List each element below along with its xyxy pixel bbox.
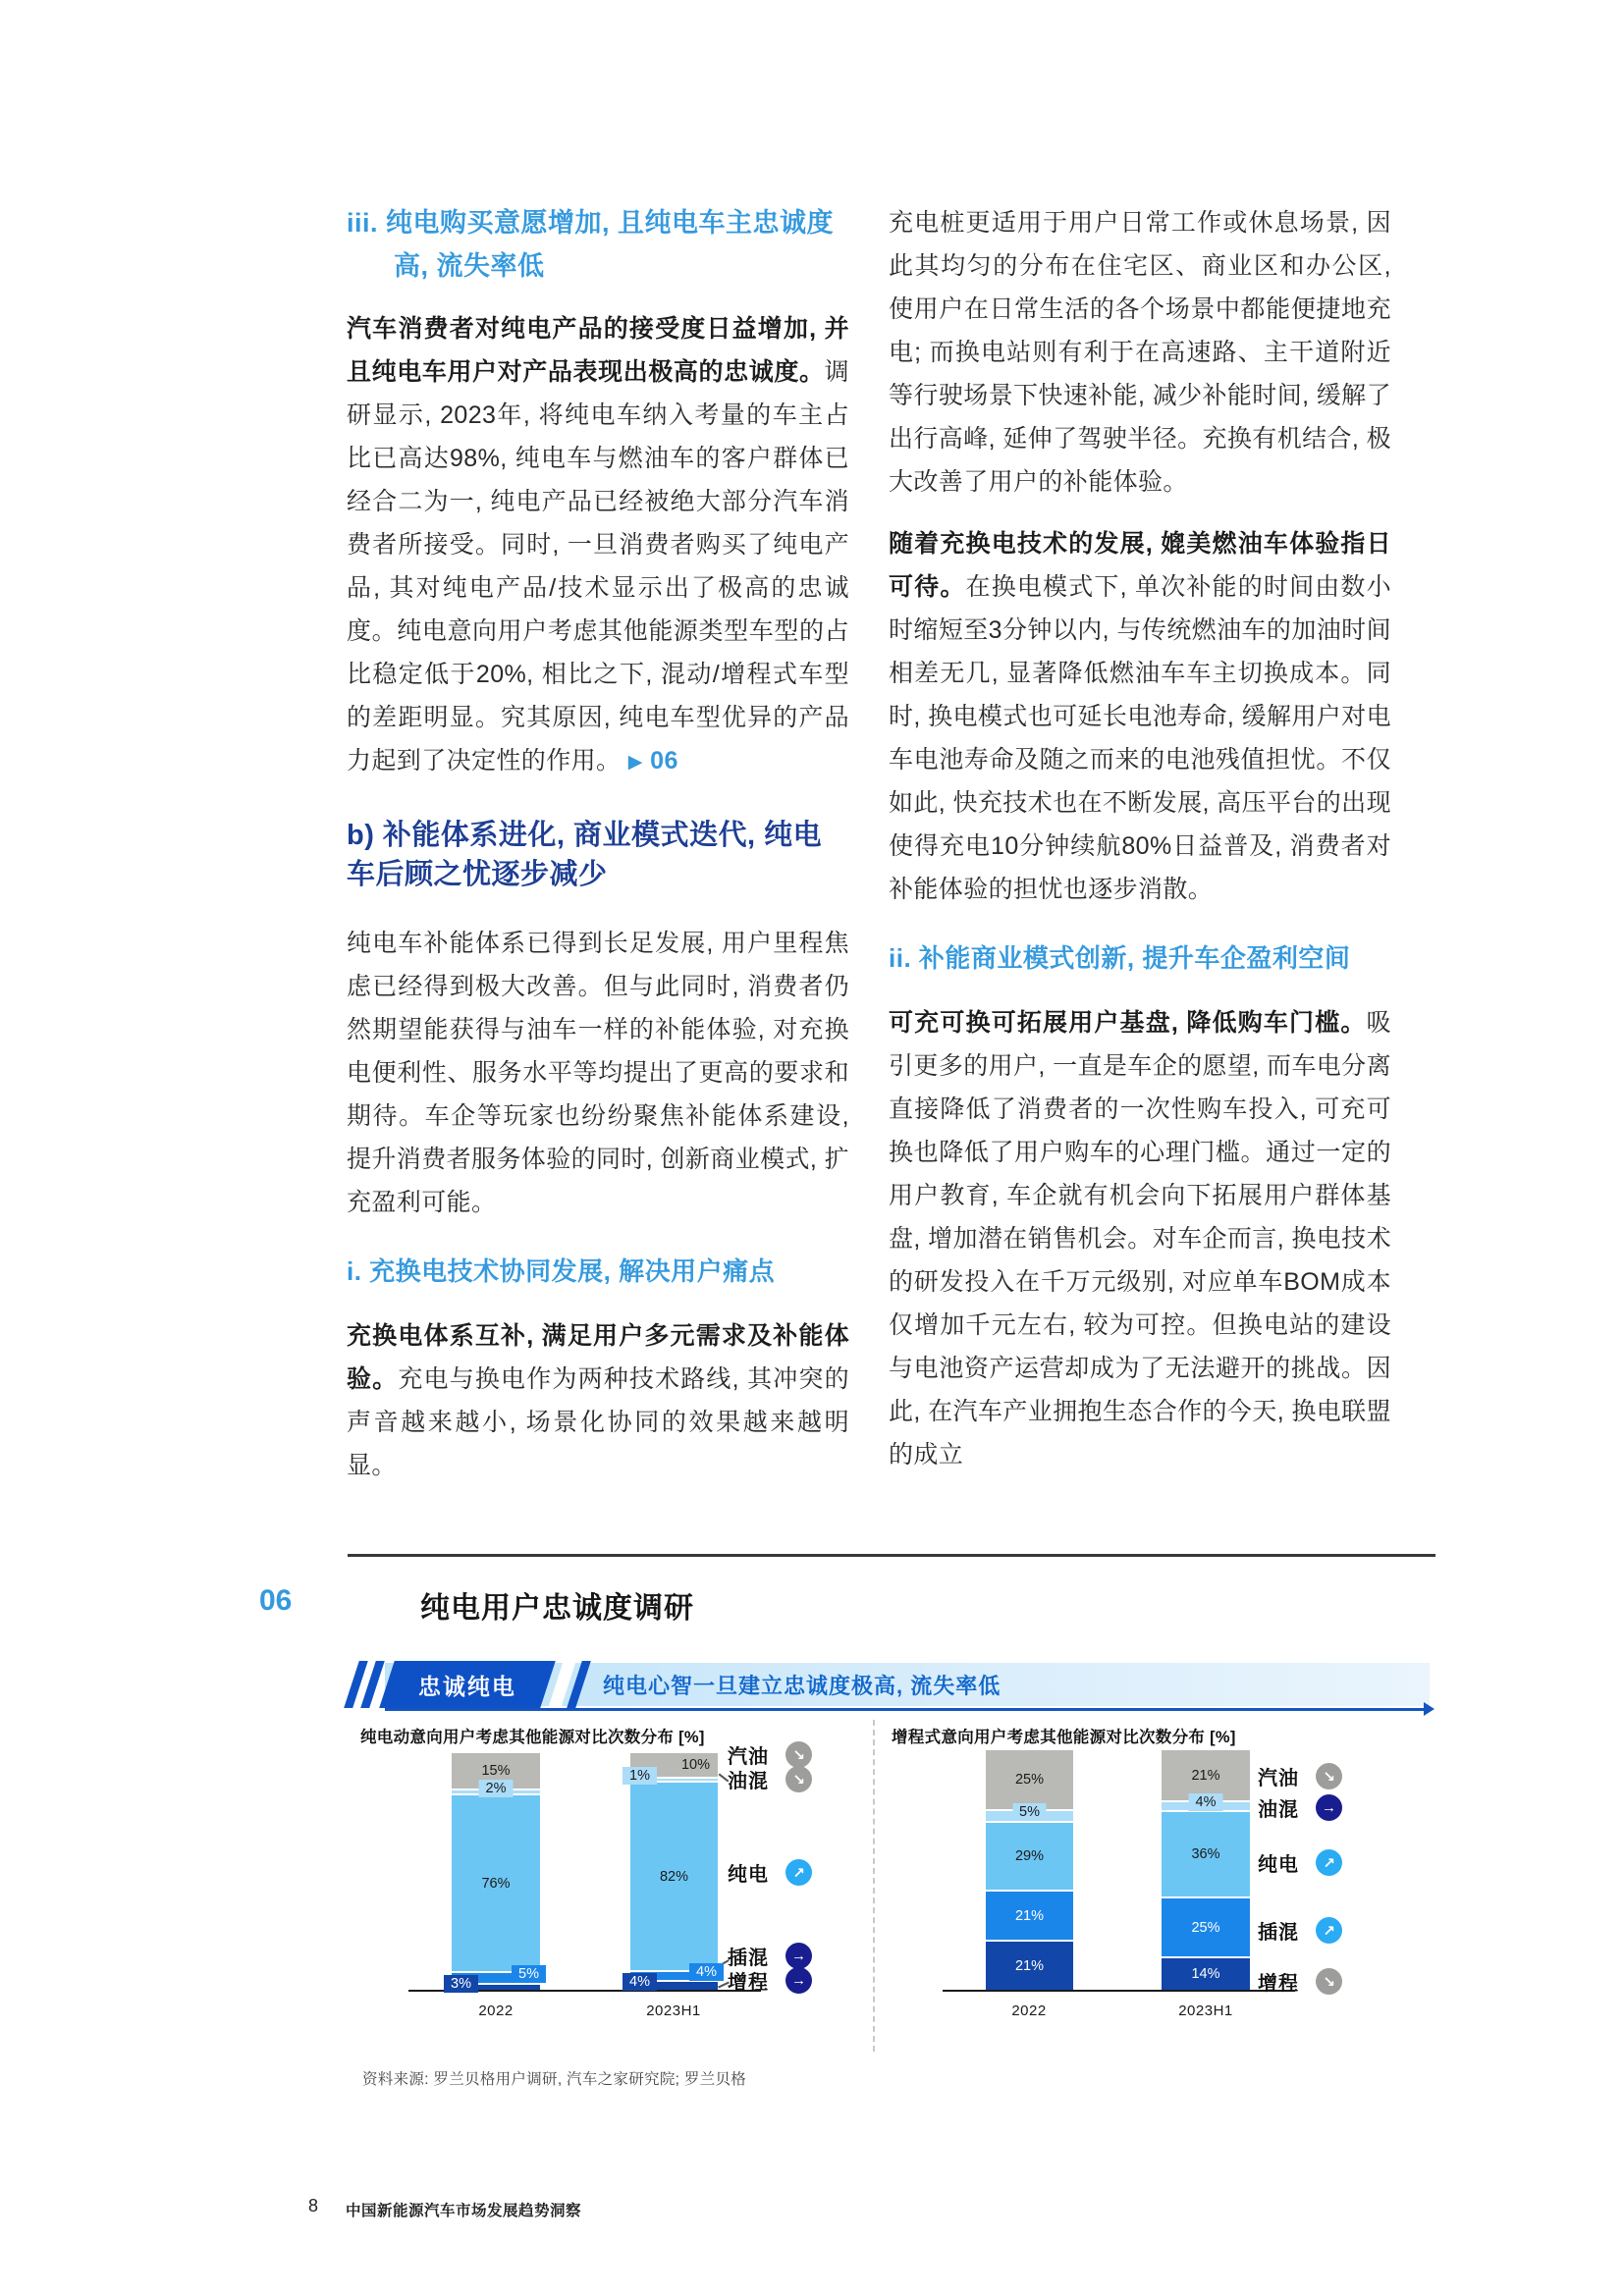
bar-segment-增程 [986,1940,1073,1990]
legend-label: 油混 [728,1771,769,1792]
trend-up-icon: ↗ [785,1859,812,1886]
banner-arrow-icon [1424,1702,1435,1716]
segment-value-badge: 4% [689,1963,724,1981]
figure-number: 06 [259,1584,293,1617]
paragraph-lead-bold: 充换电体系互补, 满足用户多元需求及补能体验。 [347,1322,849,1393]
paragraph-energy-system: 纯电车补能体系已得到长足发展, 用户里程焦虑已经得到极大改善。但与此同时, 消费者仍然期望能获得与油车一样的补能体验, 对充换电便利性、服务水平等均提出了更高的要求和期待。车企等玩家也纷纷聚焦补能体系建设, 提升消费者服务体验的同时, 创新商业模式, 扩充盈利可能。 [347,930,849,1216]
segment-value-badge: 1% [623,1767,657,1785]
legend-row-纯电 [692,1858,812,1887]
figure-reference [628,747,678,774]
paragraph-purchase-intent [347,307,849,784]
left-text-column [347,201,849,1506]
paragraph-swap-experience [889,522,1391,911]
trend-flat-icon: → [785,1967,812,1994]
heading-i: i. 充换电技术协同发展, 解决用户痛点 [347,1256,776,1286]
segment-value-badge: 4% [623,1973,657,1991]
legend-row-增程 [1222,1967,1342,1996]
trend-down-icon: ↘ [785,1766,812,1792]
segment-value-badge: 5% [512,1965,546,1983]
segment-value-label: 82% [659,1868,689,1885]
legend-label: 汽油 [728,1746,769,1768]
segment-value-label: 36% [1191,1846,1220,1862]
footer-doc-title: 中国新能源汽车市场发展趋势洞察 [346,2203,582,2219]
bar-segment-纯电 [986,1821,1073,1890]
legend-row-纯电 [1222,1848,1342,1877]
paragraph-lead-bold: 随着充换电技术的发展, 媲美燃油车体验指日可待。 [889,530,1391,601]
segment-value-label: 25% [1014,1772,1045,1788]
segment-value-badge: 5% [1012,1803,1047,1821]
banner-badge [379,1661,556,1708]
legend-row-汽油 [1222,1762,1342,1790]
figure-top-rule [348,1554,1435,1557]
banner-underline [385,1708,1424,1711]
legend-label: 增程 [1258,1973,1299,1995]
segment-value-label: 29% [1014,1848,1045,1864]
paragraph-lead-bold: 可充可换可拓展用户基盘, 降低购车门槛。 [889,1009,1367,1037]
trend-flat-icon: → [785,1943,812,1969]
chart-title-left: 纯电动意向用户考虑其他能源对比次数分布 [%] [360,1729,705,1746]
x-tick-label: 2022 [1011,2002,1047,2019]
figure-ref-number: 06 [650,747,678,774]
banner-badge-label: 忠诚纯电 [418,1673,516,1699]
trend-up-icon: ↗ [1316,1917,1342,1944]
segment-value-label: 10% [680,1757,710,1773]
heading-iii-marker: iii. [347,208,379,238]
figure-title: 纯电用户忠诚度调研 [420,1592,694,1625]
stacked-bar-2022 [452,1753,540,1990]
segment-value-badge: 3% [444,1975,478,1993]
legend-row-油混 [1222,1793,1342,1822]
heading-ii: ii. 补能商业模式创新, 提升车企盈利空间 [889,943,1351,973]
legend-row-油混 [692,1765,812,1793]
page-number: 8 [308,2196,319,2216]
right-text-column [889,201,1391,1495]
legend-label: 增程 [728,1972,769,1994]
source-note: 资料来源: 罗兰贝格用户调研, 汽车之家研究院; 罗兰贝格 [362,2071,747,2088]
x-tick-label: 2022 [478,2002,514,2019]
legend-row-插混 [1222,1916,1342,1945]
trend-flat-icon: → [1316,1794,1342,1821]
segment-value-label: 76% [481,1875,511,1892]
paragraph-body-text: 充电与换电作为两种技术路线, 其冲突的声音越来越小, 场景化协同的效果越来越明显。 [347,1365,849,1479]
stacked-bar-2022 [986,1750,1073,1990]
segment-value-label: 25% [1191,1919,1220,1936]
paragraph-charge-swap [347,1314,849,1487]
heading-iii-text: 纯电购买意愿增加, 且纯电车主忠诚度高, 流失率低 [386,208,835,281]
bar-segment-纯电 [452,1793,540,1971]
segment-value-label: 14% [1191,1966,1220,1982]
legend-label: 插混 [1258,1922,1299,1944]
segment-value-label: 21% [1014,1957,1045,1974]
trend-up-icon: ↗ [1316,1849,1342,1876]
paragraph-body-text: 在换电模式下, 单次补能的时间由数小时缩短至3分钟以内, 与传统燃油车的加油时间相差无几, 显著降低燃油车车主切换成本。同时, 换电模式也可延长电池寿命, 缓解用户对电车电池寿命及随之而来的电池残值担忧。不仅如此, 快充技术也在不断发展, 高压平台的出现使得充电10分钟续航80%日益普及, 消费者对补能体验的担忧也逐步消散。 [889,573,1392,903]
legend-label: 纯电 [728,1864,769,1886]
segment-value-badge: 2% [479,1780,514,1797]
legend-label: 油混 [1258,1799,1299,1821]
segment-value-label: 21% [1014,1907,1045,1924]
segment-value-badge: 4% [1189,1793,1223,1811]
bar-segment-插混 [986,1890,1073,1940]
chart-divider [873,1720,875,2052]
paragraph-body-text: 吸引更多的用户, 一直是车企的愿望, 而车电分离直接降低了消费者的一次性购车投入, 可充可换也降低了用户购车的心理门槛。通过一定的用户教育, 车企就有机会向下拓展用户群体基盘, 增加潜在销售机会。对车企而言, 换电技术的研发投入在千万元级别, 对应单车BOM成本仅增加千元左右, 较为可控。但换电站的建设与电池资产运营却成为了无法避开的挑战。因此, 在汽车产业拥抱生态合作的今天, 换电联盟的成立 [889,1009,1391,1468]
legend-label: 插混 [728,1948,769,1969]
x-tick-label: 2023H1 [646,2002,701,2019]
bar-segment-汽油 [986,1750,1073,1809]
segment-value-label: 21% [1191,1767,1220,1784]
trend-down-icon: ↘ [785,1741,812,1768]
figure-ref-arrow-icon: ▶ [627,752,643,773]
paragraph-lead-bold: 汽车消费者对纯电产品的接受度日益增加, 并且纯电车用户对产品表现出极高的忠诚度。 [347,315,849,386]
x-tick-label: 2023H1 [1178,2002,1233,2019]
legend-label: 纯电 [1258,1854,1299,1876]
legend-label: 汽油 [1258,1768,1299,1789]
paragraph-business-model [889,1001,1391,1476]
heading-b: b) 补能体系进化, 商业模式迭代, 纯电车后顾之忧逐步减少 [347,820,823,890]
trend-down-icon: ↘ [1316,1968,1342,1995]
trend-down-icon: ↘ [1316,1763,1342,1789]
paragraph-body-text: 调研显示, 2023年, 将纯电车纳入考量的车主占比已高达98%, 纯电车与燃油车的客户群体已经合二为一, 纯电产品已经被绝大部分汽车消费者所接受。同时, 一旦消费者购买了纯电产品, 其对纯电产品/技术显示出了极高的忠诚度。纯电意向用户考虑其他能源类型车型的占比稳定低于20%, 相比之下, 混动/增程式车型的差距明显。究其原因, 纯电车型优异的产品力起到了决定性的作用。 [347,358,849,774]
segment-value-label: 15% [481,1763,511,1779]
heading-iii [347,201,849,288]
banner-text: 纯电心智一旦建立忠诚度极高, 流失率低 [603,1673,1001,1698]
paragraph-charging-pile: 充电桩更适用于用户日常工作或休息场景, 因此其均匀的分布在住宅区、商业区和办公区, 使用户在日常生活的各个场景中都能便捷地充电; 而换电站则有利于在高速路、主干道附近等行驶场景下快速补能, 减少补能时间, 缓解了出行高峰, 延伸了驾驶半径。充换有机结合, 极大改善了用户的补能体验。 [889,209,1391,496]
chart-title-right: 增程式意向用户考虑其他能源对比次数分布 [%] [892,1729,1236,1746]
